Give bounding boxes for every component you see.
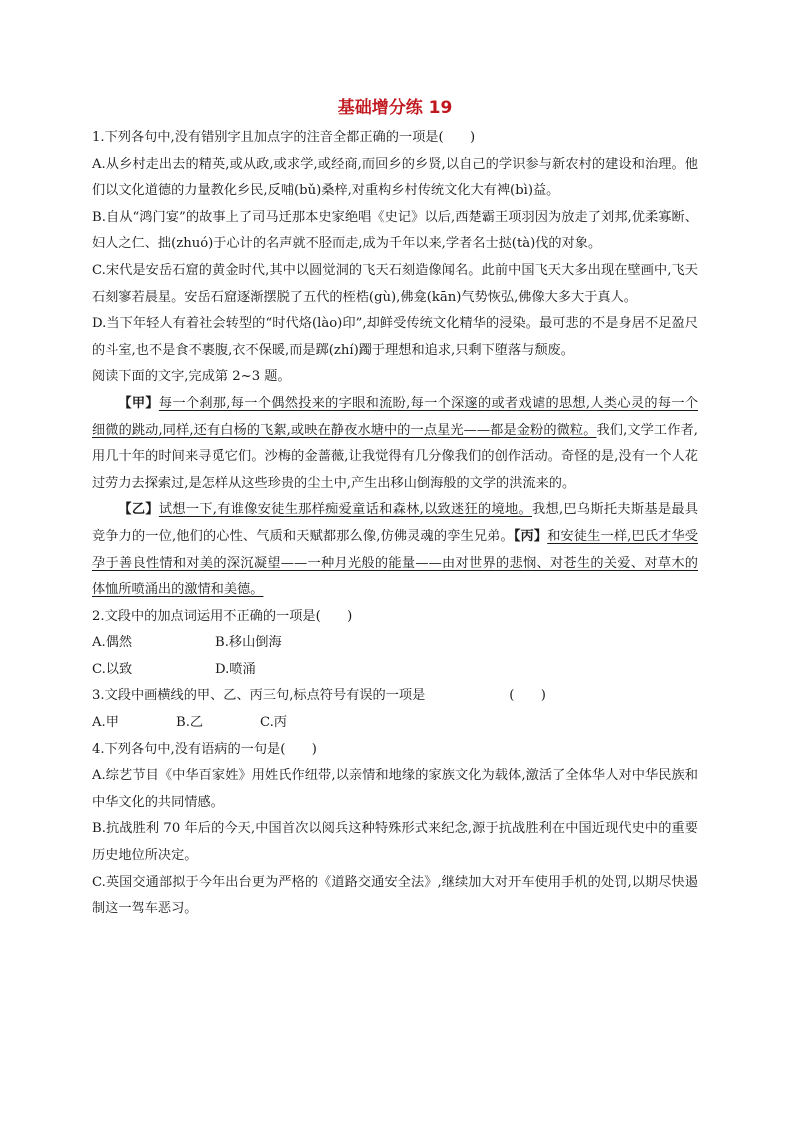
sentence-bing-underlined: 和安徒生一样,巴氏才华受孕于善良性情和对美的深沉凝望——一种月光般的能量——由对世界的悲悯、对苍生的关爱、对草木的体恤所喷涌出的激情和美德。 [92, 528, 698, 598]
q4-option-c: C.英国交通部拟于今年出台更为严格的《道路交通安全法》,继续加大对开车使用手机的处罚,以期尽快遏制这一驾车恶习。 [92, 874, 698, 917]
q3-stem: 3.文段中画横线的甲、乙、丙三句,标点符号有误的一项是 [92, 688, 426, 704]
mark-yi: 【乙】 [118, 502, 159, 518]
page-title: 基础增分练 19 [337, 98, 453, 118]
mark-bing: 【丙】 [513, 528, 548, 544]
q1-stem: 1.下列各句中,没有错别字且加点字的注音全都正确的一项是( ) [92, 130, 476, 145]
q2-options-row-2 [92, 657, 698, 684]
q2-option-c: C.以致 [92, 661, 133, 677]
mark-jia: 【甲】 [118, 395, 159, 411]
passage-jia-rest: 我们,文学工作者,用几十年的时间来寻觅它们。沙梅的金蔷薇,让我觉得有几分像我们的创作活动。奇怪的是,没有一个人花过劳力去探索过,是怎样从这些珍贵的尘土中,产生出移山倒海般的文学的洪流来的。 [92, 422, 698, 491]
q3-options-row [92, 710, 698, 737]
passage-yi-rest: 我想,巴乌斯托夫斯基是最具竞争力的一位,他们的心性、气质和天赋都那么像,仿佛灵魂的孪生兄弟。 [92, 502, 698, 544]
passage-paragraph-1 [92, 391, 698, 497]
q4-option-b: B.抗战胜利 70 年后的今天,中国首次以阅兵这种特殊形式来纪念,源于抗战胜利在中国近现代史中的重要历史地位所决定。 [92, 821, 698, 864]
q3-option-b: B.乙 [176, 715, 204, 731]
q2-option-d: D.喷涌 [215, 661, 256, 677]
sentence-yi-underlined: 试想一下,有谁像安徒生那样痴爱童话和森林,以致迷狂的境地。 [158, 502, 532, 518]
q3-option-a: A.甲 [92, 715, 119, 731]
q2-options-row-1 [92, 630, 698, 657]
q4-option-a: A.综艺节目《中华百家姓》用姓氏作纽带,以亲情和地缘的家族文化为载体,激活了全体华人对中华民族和中华文化的共同情感。 [92, 768, 698, 810]
sentence-jia-underlined: 每一个刹那,每一个偶然投来的字眼和流盼,每一个深邃的或者戏谑的思想,人类心灵的每一个细微的跳动,同样,还有白杨的飞絮,或映在静夜水塘中的一点星光——都是金粉的微粒。 [92, 395, 699, 438]
worksheet-page [92, 96, 698, 923]
q1-option-c: C.宋代是安岳石窟的黄金时代,其中以圆觉洞的飞天石刻造像闻名。此前中国飞天大多出现在壁画中,飞天石刻寥若晨星。安岳石窟逐渐摆脱了五代的桎梏(gù),佛龛(kān)气势恢弘,佛像大多大于真人。 [92, 262, 698, 305]
passage-intro: 阅读下面的文字,完成第 2~3 题。 [92, 369, 291, 385]
passage-paragraph-2 [92, 497, 698, 603]
q2-option-b: B.移山倒海 [215, 635, 282, 651]
q1-option-d: D.当下年轻人有着社会转型的“时代烙(lào)印”,却鲜受传统文化精华的浸染。最可悲的不是身居不足盈尺的斗室,也不是食不裹腹,衣不保暖,而是踯(zhí)躅于理想和追求,只剩下堕落与颓废。 [92, 316, 698, 358]
q3-answer-paren: ( ) [509, 688, 546, 704]
q2-option-a: A.偶然 [92, 635, 133, 651]
q2-stem: 2.文段中的加点词运用不正确的一项是( ) [92, 608, 353, 624]
q1-option-b: B.自从“鸿门宴”的故事上了司马迁那本史家绝唱《史记》以后,西楚霸王项羽因为放走了刘邦,优柔寡断、妇人之仁、拙(zhuó)于心计的名声就不胫而走,成为千年以来,学者名士挞(tà)伐的对象。 [92, 209, 698, 252]
q1-option-a: A.从乡村走出去的精英,或从政,或求学,或经商,而回乡的乡贤,以自己的学识参与新农村的建设和治理。他们以文化道德的力量教化乡民,反哺(bǔ)桑梓,对重构乡村传统文化大有裨(bì)益。 [92, 156, 698, 199]
q3-stem-line [92, 683, 698, 710]
q4-stem: 4.下列各句中,没有语病的一句是( ) [92, 741, 317, 757]
q3-option-c: C.丙 [260, 715, 287, 731]
